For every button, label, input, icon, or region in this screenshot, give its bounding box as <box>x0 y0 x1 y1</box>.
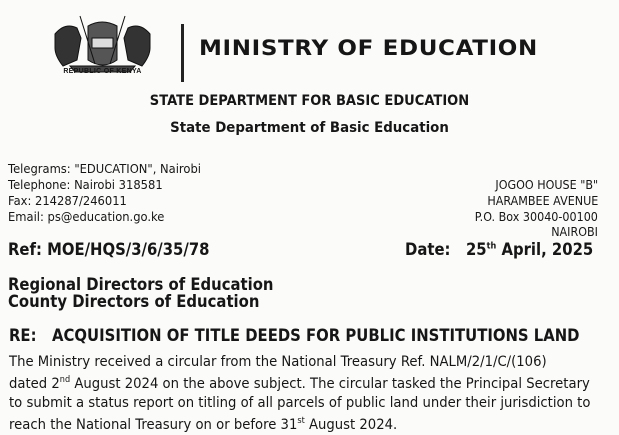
department-heading: State Department of Basic Education <box>170 120 449 136</box>
subject-text: ACQUISITION OF TITLE DEEDS FOR PUBLIC INSTITUTIONS LAND <box>52 326 580 345</box>
ordinal-suffix: st <box>297 415 305 426</box>
date-suffix: th <box>486 241 497 252</box>
header-divider <box>181 24 184 82</box>
email-link[interactable]: ps@education.go.ke <box>47 209 165 224</box>
body-line <box>9 412 561 434</box>
date-rest: April, 2025 <box>496 240 594 259</box>
body-line: The Ministry received a circular from the National Treasury Ref. NALM/2/1/C/(106) <box>9 353 547 370</box>
body-paragraph <box>9 352 619 434</box>
telegrams-line: Telegrams: "EDUCATION", Nairobi <box>8 161 201 176</box>
ordinal-suffix: nd <box>59 375 71 385</box>
body-text: August 2024 on the above subject. The circular tasked the Principal Secretary <box>70 374 590 392</box>
ministry-title: MINISTRY OF EDUCATION <box>199 36 538 61</box>
email-label: Email: <box>8 209 48 224</box>
body-line <box>9 371 590 393</box>
body-line: to submit a status report on titling of all parcels of public land under their jurisdiction to <box>9 393 591 411</box>
date-day: 25 <box>465 240 487 259</box>
address-line: NAIROBI <box>551 224 598 239</box>
recipient-line: County Directors of Education <box>8 292 260 311</box>
body-text: August 2024. <box>304 415 398 433</box>
address-line: P.O. Box 30040-00100 <box>474 209 598 224</box>
date-label: Date: <box>405 240 451 259</box>
email-line <box>8 209 164 224</box>
body-text: reach the National Treasury on or before 31 <box>9 415 298 433</box>
subject-line <box>9 326 580 345</box>
letter-date <box>405 240 593 259</box>
address-line: HARAMBEE AVENUE <box>487 193 598 208</box>
telephone-line: Telephone: Nairobi 318581 <box>8 177 163 192</box>
department-heading-upper: STATE DEPARTMENT FOR BASIC EDUCATION <box>149 93 470 109</box>
address-line: JOGOO HOUSE "B" <box>495 177 598 192</box>
body-text: dated 2 <box>9 374 60 392</box>
reference-number: Ref: MOE/HQS/3/6/35/78 <box>8 240 210 259</box>
fax-line: Fax: 214287/246011 <box>8 193 127 208</box>
subject-label: RE: <box>9 326 37 345</box>
logo-caption: REPUBLIC OF KENYA <box>63 68 142 75</box>
recipient-line: Regional Directors of Education <box>8 275 274 294</box>
